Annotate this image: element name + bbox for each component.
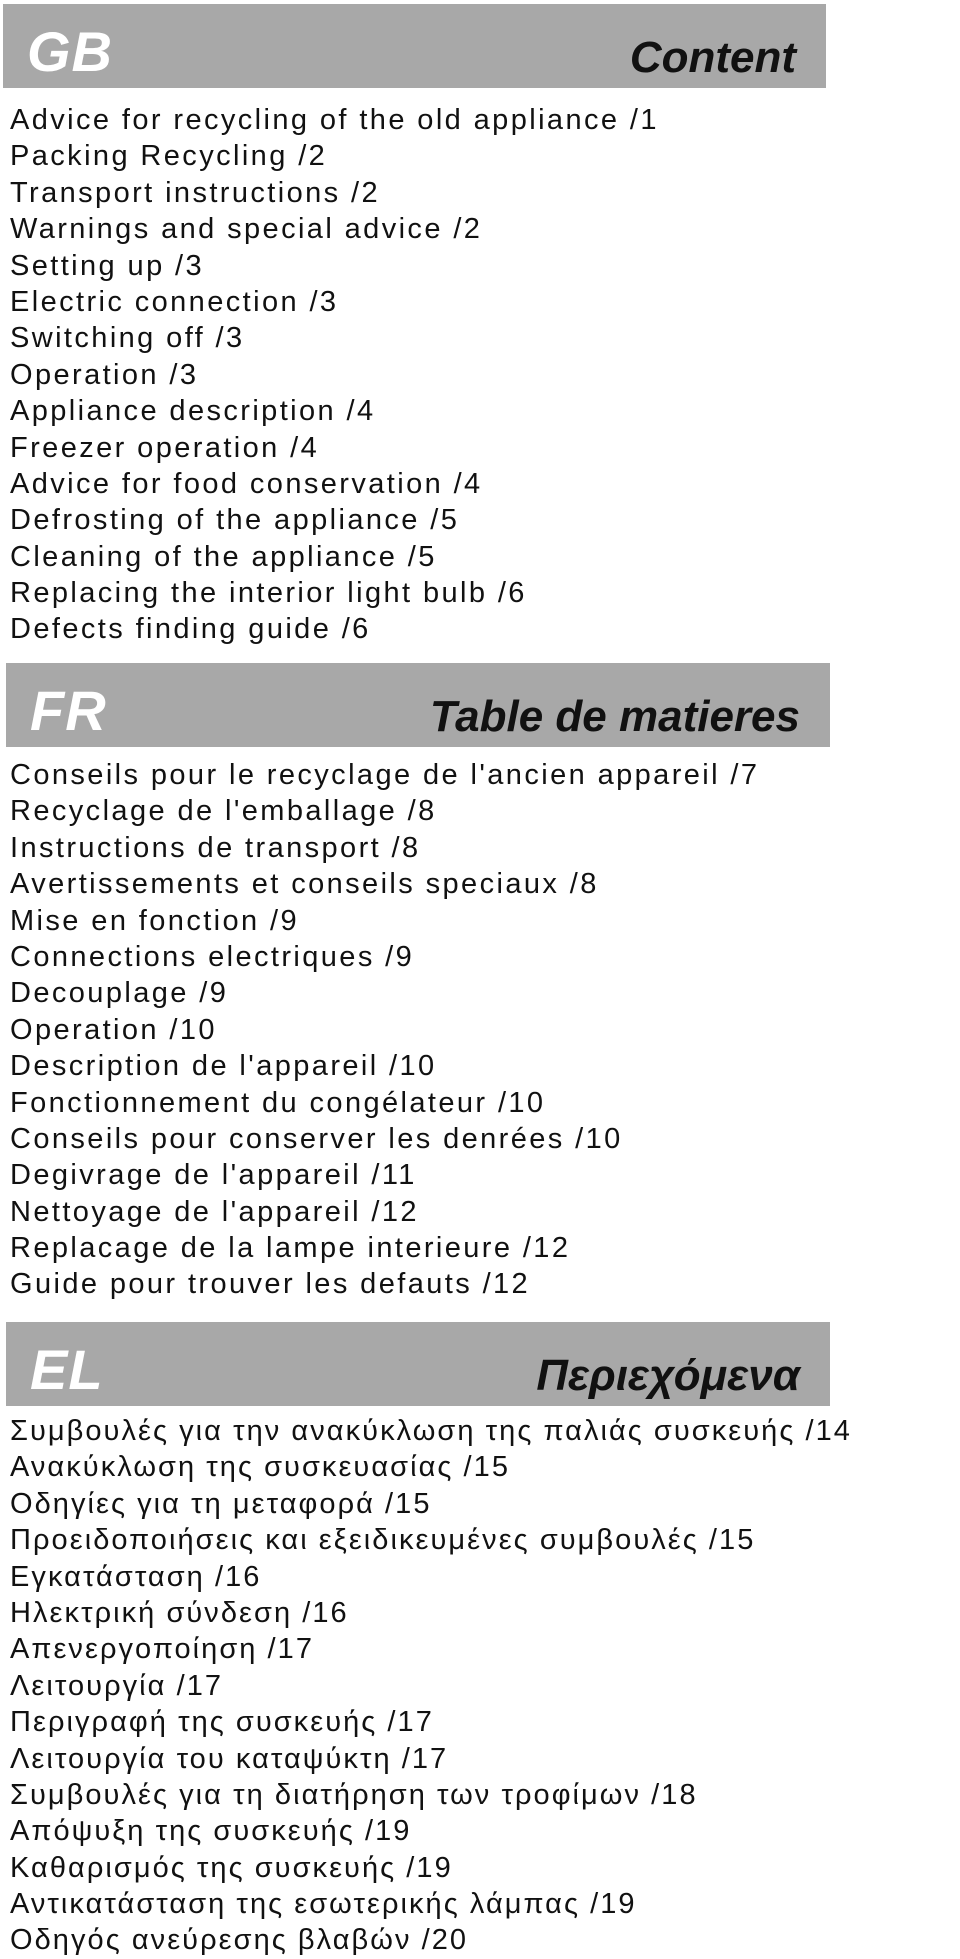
toc-entry: Αντικατάσταση της εσωτερικής λάμπας /19 bbox=[10, 1888, 637, 1921]
toc-entry: Advice for food conservation /4 bbox=[10, 467, 483, 500]
toc-entry: Fonctionnement du congélateur /10 bbox=[10, 1086, 546, 1119]
toc-entry: Nettoyage de l'appareil /12 bbox=[10, 1195, 419, 1228]
toc-entry: Περιγραφή της συσκευής /17 bbox=[10, 1706, 434, 1739]
toc-entry: Operation /10 bbox=[10, 1013, 217, 1046]
toc-entry: Freezer operation /4 bbox=[10, 431, 320, 464]
toc-entry: Conseils pour le recyclage de l'ancien appareil /7 bbox=[10, 759, 760, 791]
toc-entry: Συμβουλές για τη διατήρηση των τροφίμων /18 bbox=[10, 1778, 698, 1811]
section-header-gb bbox=[3, 4, 826, 88]
toc-entry: Καθαρισμός της συσκευής /19 bbox=[10, 1851, 453, 1884]
toc-entry: Decouplage /9 bbox=[10, 977, 229, 1010]
toc-entry: Ανακύκλωση της συσκευασίας /15 bbox=[10, 1451, 511, 1484]
toc-entry: Λειτουργία του καταψύκτη /17 bbox=[10, 1742, 449, 1775]
toc-entry: Description de l'appareil /10 bbox=[10, 1050, 437, 1083]
toc-entry: Defrosting of the appliance /5 bbox=[10, 504, 460, 537]
toc-entry: Mise en fonction /9 bbox=[10, 904, 300, 937]
toc-entry: Packing Recycling /2 bbox=[10, 140, 328, 173]
toc-entry: Avertissements et conseils speciaux /8 bbox=[10, 868, 599, 901]
section-header-fr bbox=[6, 663, 830, 747]
language-code: FR bbox=[30, 679, 107, 742]
toc-entry: Ηλεκτρική σύνδεση /16 bbox=[10, 1596, 349, 1629]
toc-entry: Εγκατάσταση /16 bbox=[10, 1560, 262, 1593]
language-code: EL bbox=[30, 1338, 104, 1401]
toc-entry: Appliance description /4 bbox=[10, 395, 376, 428]
section-header-el bbox=[6, 1322, 830, 1406]
toc-entry: Οδηγίες για τη μεταφορά /15 bbox=[10, 1487, 432, 1520]
toc-entry: Electric connection /3 bbox=[10, 285, 339, 318]
toc-entry: Λειτουργία /17 bbox=[10, 1669, 224, 1702]
toc-entry: Προειδοποιήσεις και εξειδικευμένες συμβουλές /15 bbox=[10, 1524, 756, 1557]
toc-entry: Defects finding guide /6 bbox=[10, 613, 371, 646]
toc-entry: Recyclage de l'emballage /8 bbox=[10, 795, 437, 828]
toc-list-el bbox=[10, 1413, 852, 1959]
section-title: Content bbox=[629, 33, 796, 82]
toc-entry: Operation /3 bbox=[10, 358, 199, 391]
toc-entry: Connections electriques /9 bbox=[10, 940, 415, 973]
toc-entry: Απενεργοποίηση /17 bbox=[10, 1633, 315, 1666]
toc-entry: Transport instructions /2 bbox=[10, 176, 380, 209]
toc-entry: Replacing the interior light bulb /6 bbox=[10, 577, 527, 610]
section-title: Περιεχόμενα bbox=[536, 1351, 800, 1400]
language-code: GB bbox=[27, 20, 113, 83]
toc-entry: Cleaning of the appliance /5 bbox=[10, 540, 437, 573]
toc-entry: Conseils pour conserver les denrées /10 bbox=[10, 1122, 623, 1155]
toc-entry: Replacage de la lampe interieure /12 bbox=[10, 1232, 571, 1265]
toc-entry: Degivrage de l'appareil /11 bbox=[10, 1159, 417, 1192]
toc-entry: Warnings and special advice /2 bbox=[10, 213, 483, 246]
toc-entry: Advice for recycling of the old appliance /1 bbox=[10, 104, 659, 136]
toc-entry: Οδηγός ανεύρεσης βλαβών /20 bbox=[10, 1924, 469, 1957]
toc-list-fr bbox=[10, 757, 759, 1303]
toc-entry: Setting up /3 bbox=[10, 249, 205, 282]
toc-entry: Instructions de transport /8 bbox=[10, 831, 421, 864]
section-title: Table de matieres bbox=[429, 692, 800, 741]
toc-entry: Συμβουλές για την ανακύκλωση της παλιάς συσκευής /14 bbox=[10, 1415, 852, 1447]
toc-list-gb bbox=[10, 102, 659, 648]
toc-entry: Switching off /3 bbox=[10, 322, 245, 355]
toc-entry: Απόψυξη της συσκευής /19 bbox=[10, 1815, 412, 1848]
toc-entry: Guide pour trouver les defauts /12 bbox=[10, 1268, 531, 1301]
